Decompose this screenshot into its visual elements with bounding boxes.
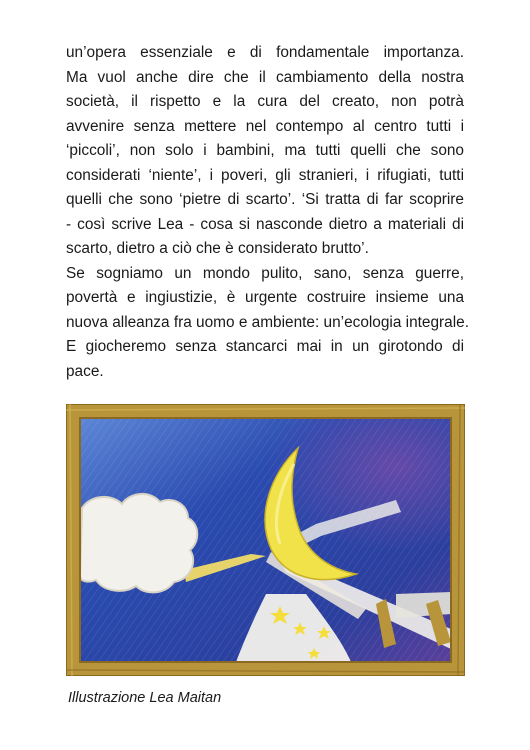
text-line: un’opera essenziale e di fondamentale importanza. xyxy=(66,44,464,61)
text-line: ‘piccoli’, non solo i bambini, ma tutti quelli che sono xyxy=(66,142,464,159)
cloud xyxy=(80,494,197,592)
text-line: scarto, dietro a ciò che è considerato brutto’. xyxy=(66,240,369,257)
text-line: considerati ‘niente’, i poveri, gli stranieri, i rifugiati, tutti xyxy=(66,166,464,184)
text-line: nuova alleanza fra uomo e ambiente: un’ecologia integrale. xyxy=(66,313,469,331)
illustration-window-night-sky xyxy=(66,404,465,676)
text-line: E giocheremo senza stancarci mai in un girotondo di xyxy=(66,338,464,355)
text-line: quelli che sono ‘pietre di scarto’. ‘Si tratta di far scoprire xyxy=(66,191,464,208)
text-line: società, il rispetto e la cura del creato, non potrà xyxy=(66,93,464,110)
text-line: povertà e ingiustizie, è urgente costruire insieme una xyxy=(66,289,464,306)
text-line: Ma vuol anche dire che il cambiamento della nostra xyxy=(66,68,464,86)
illustration-caption: Illustrazione Lea Maitan xyxy=(68,690,222,706)
text-line: pace. xyxy=(66,362,104,380)
text-line: Se sogniamo un mondo pulito, sano, senza guerre, xyxy=(66,264,464,282)
text-line: - così scrive Lea - cosa si nasconde dietro a materiali di xyxy=(66,215,464,233)
illustration-drawing xyxy=(66,404,465,676)
body-text xyxy=(66,41,469,384)
text-line: avvenire senza mettere nel contempo al centro tutti i xyxy=(66,117,464,135)
